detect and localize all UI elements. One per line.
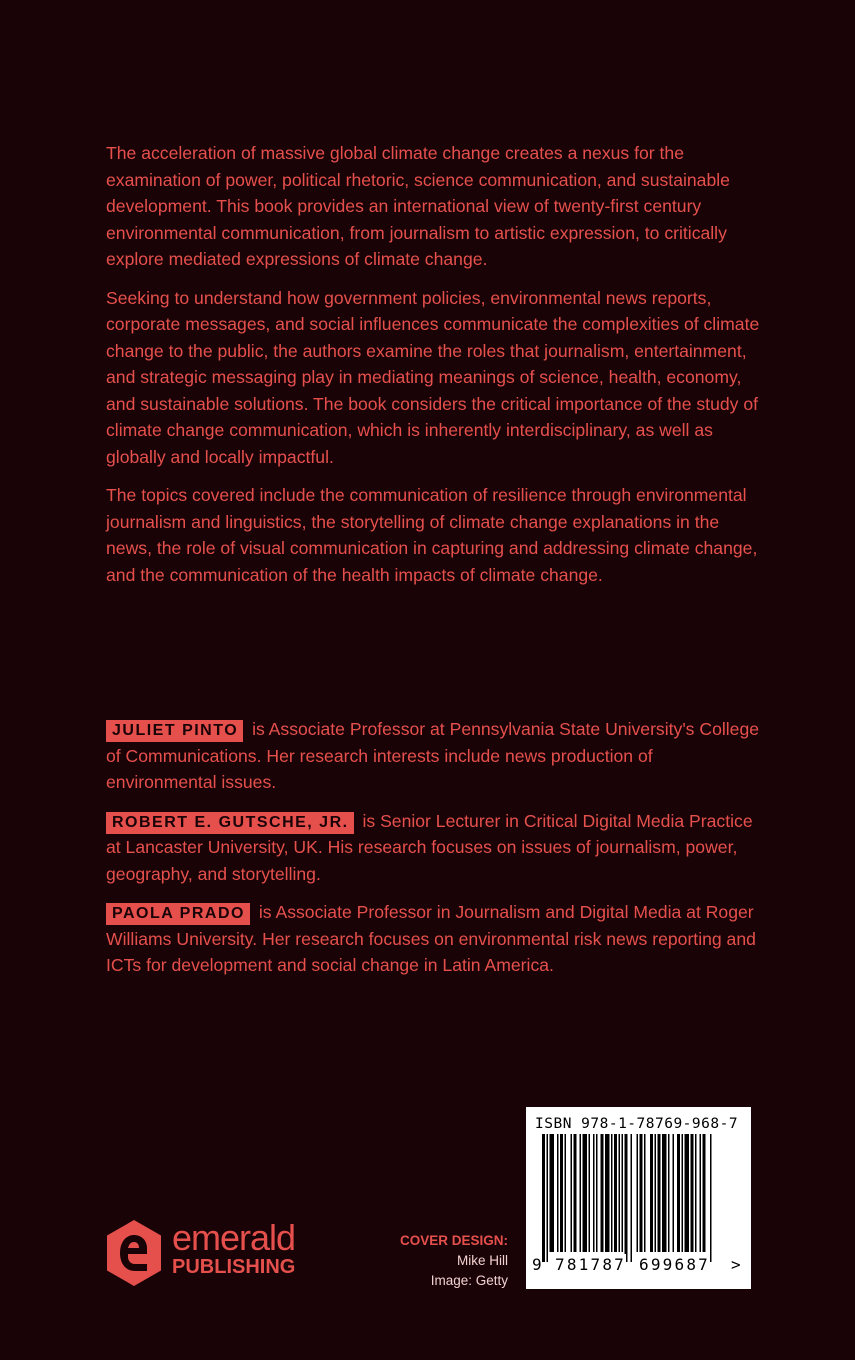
barcode-arrow: > <box>731 1255 741 1274</box>
barcode-bar <box>658 1134 661 1252</box>
description-paragraph-1: The acceleration of massive global climate change creates a nexus for the examination of power, political rhetoric, science communication, and sustainable development. This book provides an international view of twenty-first century environmental communication, from journalism to artistic expression, to critically explore mediated expressions of climate change. <box>106 143 730 269</box>
barcode-bar <box>625 1134 628 1262</box>
barcode-bar <box>565 1134 567 1252</box>
barcode-bar <box>601 1134 604 1252</box>
barcode-bar <box>560 1134 563 1252</box>
barcode-bar <box>637 1134 639 1252</box>
author-bio-text: is Associate Professor at Pennsylvania State University's College of Communications. Her research interests include news production of environmental issues. <box>106 719 760 792</box>
barcode-bar <box>710 1134 712 1262</box>
barcode-left-digits: 781787 <box>555 1255 626 1274</box>
barcode-bar <box>580 1134 582 1252</box>
barcode-bar <box>611 1134 613 1252</box>
barcode-bar <box>589 1134 591 1252</box>
barcode-bar <box>685 1134 690 1252</box>
cover-credits <box>350 1231 508 1291</box>
barcode-bar <box>662 1134 667 1252</box>
author-bio-2 <box>106 808 766 888</box>
barcode-bar <box>691 1134 694 1252</box>
barcode-bar <box>596 1134 598 1252</box>
author-name-tag: JULIET PINTO <box>106 720 243 742</box>
barcode-bar <box>682 1134 684 1252</box>
description <box>106 140 766 600</box>
barcode-bar <box>622 1134 624 1252</box>
barcode-bar <box>631 1134 633 1262</box>
author-bio-text: is Senior Lecturer in Critical Digital Media Practice at Lancaster University, UK. His research focuses on issues of journalism, power, geography, and storytelling. <box>106 810 753 884</box>
barcode-bar <box>550 1134 555 1252</box>
publisher-logo <box>104 1218 324 1290</box>
author-bio-3 <box>106 899 766 979</box>
barcode-bar <box>640 1134 643 1252</box>
barcode-bar <box>605 1134 610 1252</box>
emerald-hexagon-logo-icon <box>104 1218 164 1288</box>
isbn-text: ISBN 978-1-78769-968-7 <box>535 1116 739 1132</box>
author-bios <box>106 716 766 991</box>
author-name-tag: PAOLA PRADO <box>106 903 250 925</box>
barcode-bar <box>547 1134 549 1262</box>
barcode-bar <box>677 1134 680 1252</box>
barcode-bar <box>700 1134 702 1252</box>
barcode-bar <box>574 1134 577 1252</box>
barcode-bar <box>593 1134 595 1252</box>
image-credit: Image: Getty <box>430 1273 508 1288</box>
barcode-bar <box>619 1134 621 1252</box>
author-bio-1 <box>106 716 766 796</box>
barcode-bar <box>583 1134 588 1252</box>
author-bio-text: is Associate Professor in Journalism and Digital Media at Roger Williams University. Her research focuses on environmental risk news reporting and ICTs for development and social change in Latin America. <box>106 902 756 975</box>
barcode-lead-digit: 9 <box>532 1255 542 1274</box>
description-paragraph-3: The topics covered include the communication of resilience through environmental journalism and linguistics, the storytelling of climate change explanations in the news, the role of visual communication in capturing and addressing climate change, and the communication of the health impacts of climate change. <box>106 485 758 585</box>
barcode-right-digits: 699687 <box>639 1255 710 1274</box>
barcode-bar <box>655 1134 657 1252</box>
barcode-bar <box>703 1134 706 1252</box>
cover-design-label: COVER DESIGN: <box>399 1233 508 1248</box>
cover-designer: Mike Hill <box>456 1253 508 1268</box>
barcode-bar <box>695 1134 697 1252</box>
barcode-bar <box>614 1134 617 1252</box>
barcode-bar <box>668 1134 670 1252</box>
isbn-barcode <box>526 1107 751 1289</box>
barcode-bar <box>571 1134 573 1252</box>
publisher-wordmark: emerald <box>172 1217 296 1258</box>
barcode-bar <box>644 1134 646 1252</box>
barcode-bar <box>650 1134 653 1252</box>
barcode-bar <box>557 1134 559 1252</box>
barcode-bar <box>542 1134 545 1262</box>
publisher-subtitle: PUBLISHING <box>172 1256 296 1278</box>
author-name-tag: ROBERT E. GUTSCHE, JR. <box>106 812 354 834</box>
description-paragraph-2: Seeking to understand how government policies, environmental news reports, corporate messages, and social influences communicate the complexities of climate change to the public, the authors examine the roles that journalism, entertainment, and strategic messaging play in mediating meanings of science, health, economy, and sustainable solutions. The book considers the critical importance of the study of climate change communication, which is inherently interdisciplinary, as well as globally and locally impactful. <box>106 287 760 467</box>
barcode-bar <box>673 1134 675 1252</box>
